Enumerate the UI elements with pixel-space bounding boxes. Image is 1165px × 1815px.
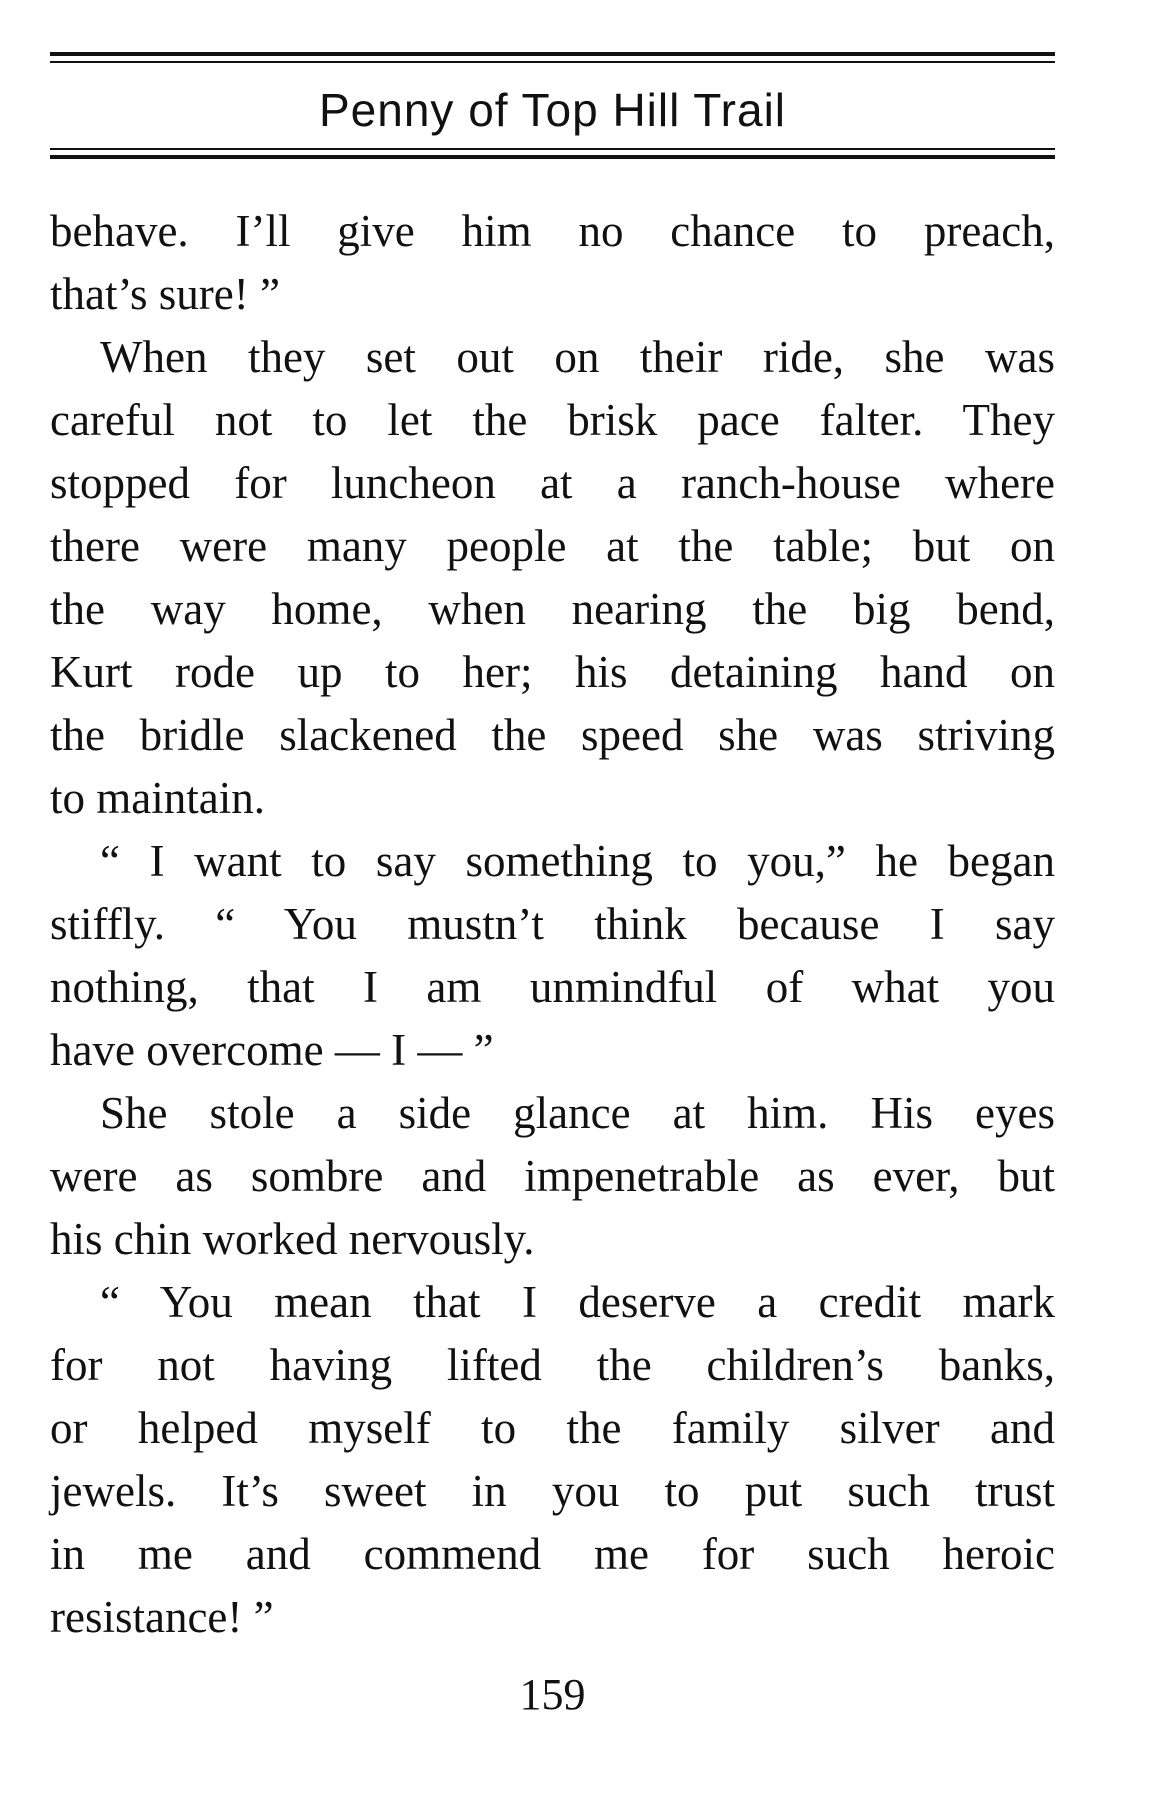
text-line: “ You mean that I deserve a credit mark [100, 1277, 1055, 1327]
text-line: were as sombre and impenetrable as ever, but [50, 1151, 1055, 1201]
header-bottom-rule-thin [50, 148, 1055, 150]
text-line: have overcome — I — ” [50, 1025, 494, 1075]
text-line: his chin worked nervously. [50, 1214, 535, 1264]
text-line: behave. I’ll give him no chance to preach, [50, 206, 1055, 256]
text-line: for not having lifted the children’s banks, [50, 1340, 1055, 1390]
header-top-rule-thin [50, 61, 1055, 63]
running-header-title: Penny of Top Hill Trail [318, 84, 787, 136]
text-line: “ I want to say something to you,” he began [100, 836, 1055, 886]
text-line: or helped myself to the family silver and [50, 1403, 1055, 1453]
text-line: to maintain. [50, 773, 265, 823]
text-line: stopped for luncheon at a ranch-house where [50, 458, 1055, 508]
text-line: that’s sure! ” [50, 269, 280, 319]
text-line: the bridle slackened the speed she was striving [50, 710, 1055, 760]
page-number: 159 [519, 1670, 586, 1719]
text-line: stiffly. “ You mustn’t think because I say [50, 899, 1055, 949]
text-line: jewels. It’s sweet in you to put such trust [50, 1466, 1055, 1516]
text-line: careful not to let the brisk pace falter. They [50, 395, 1055, 445]
header-top-rule-thick [50, 52, 1055, 56]
text-line: Kurt rode up to her; his detaining hand on [50, 647, 1055, 697]
page-body-text [50, 200, 1055, 1649]
text-line: resistance! ” [50, 1592, 274, 1642]
text-line: in me and commend me for such heroic [50, 1529, 1055, 1579]
text-line: there were many people at the table; but on [50, 521, 1055, 571]
text-line: nothing, that I am unmindful of what you [50, 962, 1055, 1012]
text-line: When they set out on their ride, she was [100, 332, 1055, 382]
text-line: the way home, when nearing the big bend, [50, 584, 1055, 634]
text-line: She stole a side glance at him. His eyes [100, 1088, 1055, 1138]
header-bottom-rule-thick [50, 155, 1055, 159]
